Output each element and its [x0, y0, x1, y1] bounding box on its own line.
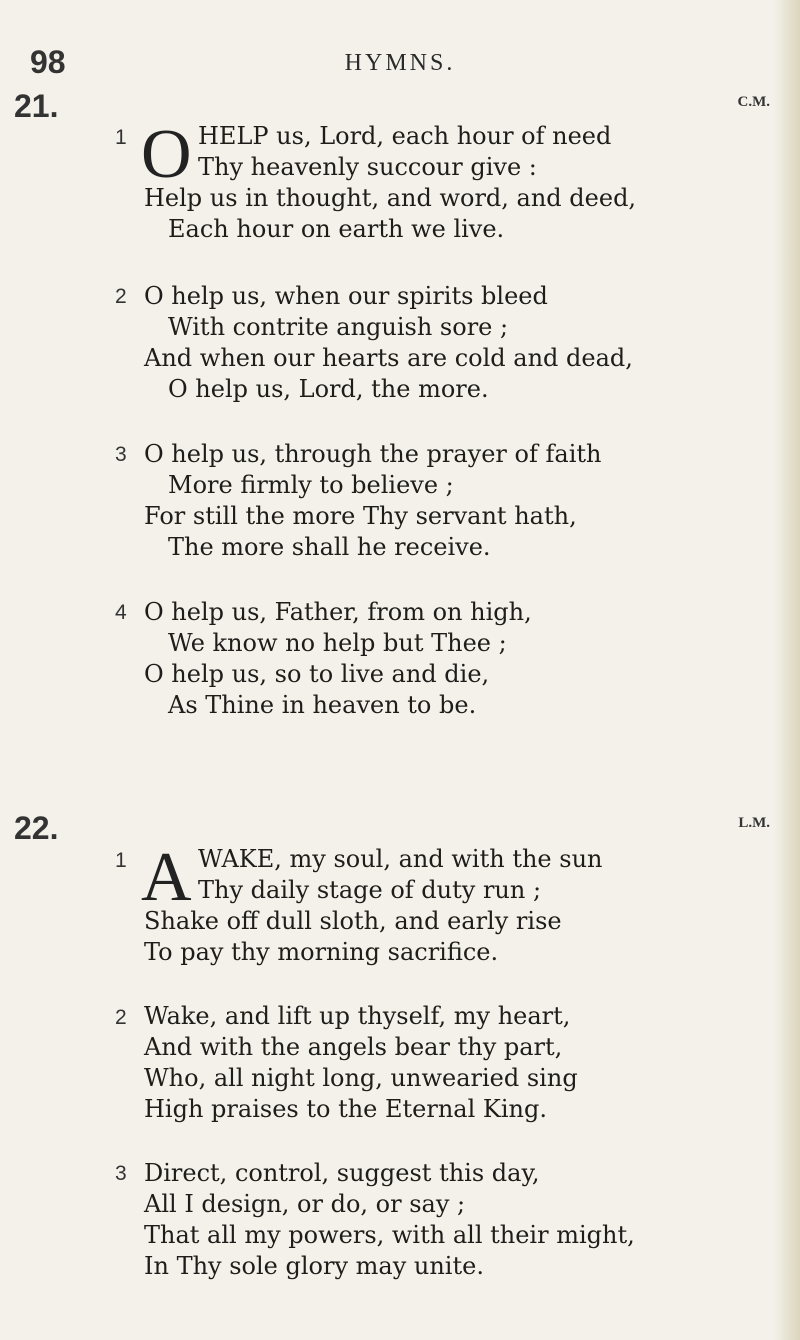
verse-number: 3	[115, 443, 127, 466]
hymn-meter: L.M.	[738, 815, 770, 831]
verse-line: With contrite anguish sore ;	[168, 313, 509, 341]
verse-number: 1	[115, 849, 127, 872]
verse-line: In Thy sole glory may unite.	[144, 1252, 484, 1280]
verse-number: 2	[115, 285, 127, 308]
verse-line: Thy daily stage of duty run ;	[198, 876, 542, 904]
verse-line: As Thine in heaven to be.	[168, 691, 477, 719]
verse-line: Who, all night long, unwearied sing	[144, 1064, 578, 1092]
verse-line: O help us, Lord, the more.	[168, 375, 489, 403]
verse-line: O help us, when our spirits bleed	[144, 282, 548, 310]
verse-line: Direct, control, suggest this day,	[144, 1159, 540, 1187]
hymn-meter: C.M.	[737, 94, 770, 110]
verse-line: All I design, or do, or say ;	[144, 1190, 466, 1218]
verse-number: 2	[115, 1006, 127, 1029]
verse-line: That all my powers, with all their might,	[144, 1221, 635, 1249]
verse-line: To pay thy morning sacrifice.	[144, 938, 499, 966]
page-number: 98	[30, 44, 66, 80]
verse-number: 4	[115, 601, 127, 624]
verse-line: Thy heavenly succour give :	[198, 153, 537, 181]
hymn-number: 21.	[14, 88, 59, 124]
verse-number: 3	[115, 1162, 127, 1185]
verse-line: For still the more Thy servant hath,	[144, 502, 577, 530]
page-edge-shadow	[774, 0, 800, 1340]
hymn-number: 22.	[14, 810, 59, 846]
verse-line: And with the angels bear thy part,	[144, 1033, 563, 1061]
verse-line: Shake off dull sloth, and early rise	[144, 907, 562, 935]
verse-number: 1	[115, 126, 127, 149]
verse-line: O help us, Father, from on high,	[144, 598, 532, 626]
verse-line: O help us, through the prayer of faith	[144, 440, 602, 468]
running-head: HYMNS.	[344, 50, 456, 76]
verse-line: Each hour on earth we live.	[168, 215, 505, 243]
verse-line: High praises to the Eternal King.	[144, 1095, 547, 1123]
verse-line: And when our hearts are cold and dead,	[144, 344, 633, 372]
verse-line: We know no help but Thee ;	[168, 629, 507, 657]
verse-line: WAKE, my soul, and with the sun	[198, 845, 603, 873]
verse-line: The more shall he receive.	[168, 533, 491, 561]
verse-line: HELP us, Lord, each hour of need	[198, 122, 612, 150]
verse-line: O help us, so to live and die,	[144, 660, 490, 688]
verse-line: More firmly to believe ;	[168, 471, 454, 499]
drop-cap: O	[141, 116, 192, 193]
verse-line: Help us in thought, and word, and deed,	[144, 184, 637, 212]
verse-line: Wake, and lift up thyself, my heart,	[144, 1002, 571, 1030]
drop-cap: A	[141, 839, 192, 916]
